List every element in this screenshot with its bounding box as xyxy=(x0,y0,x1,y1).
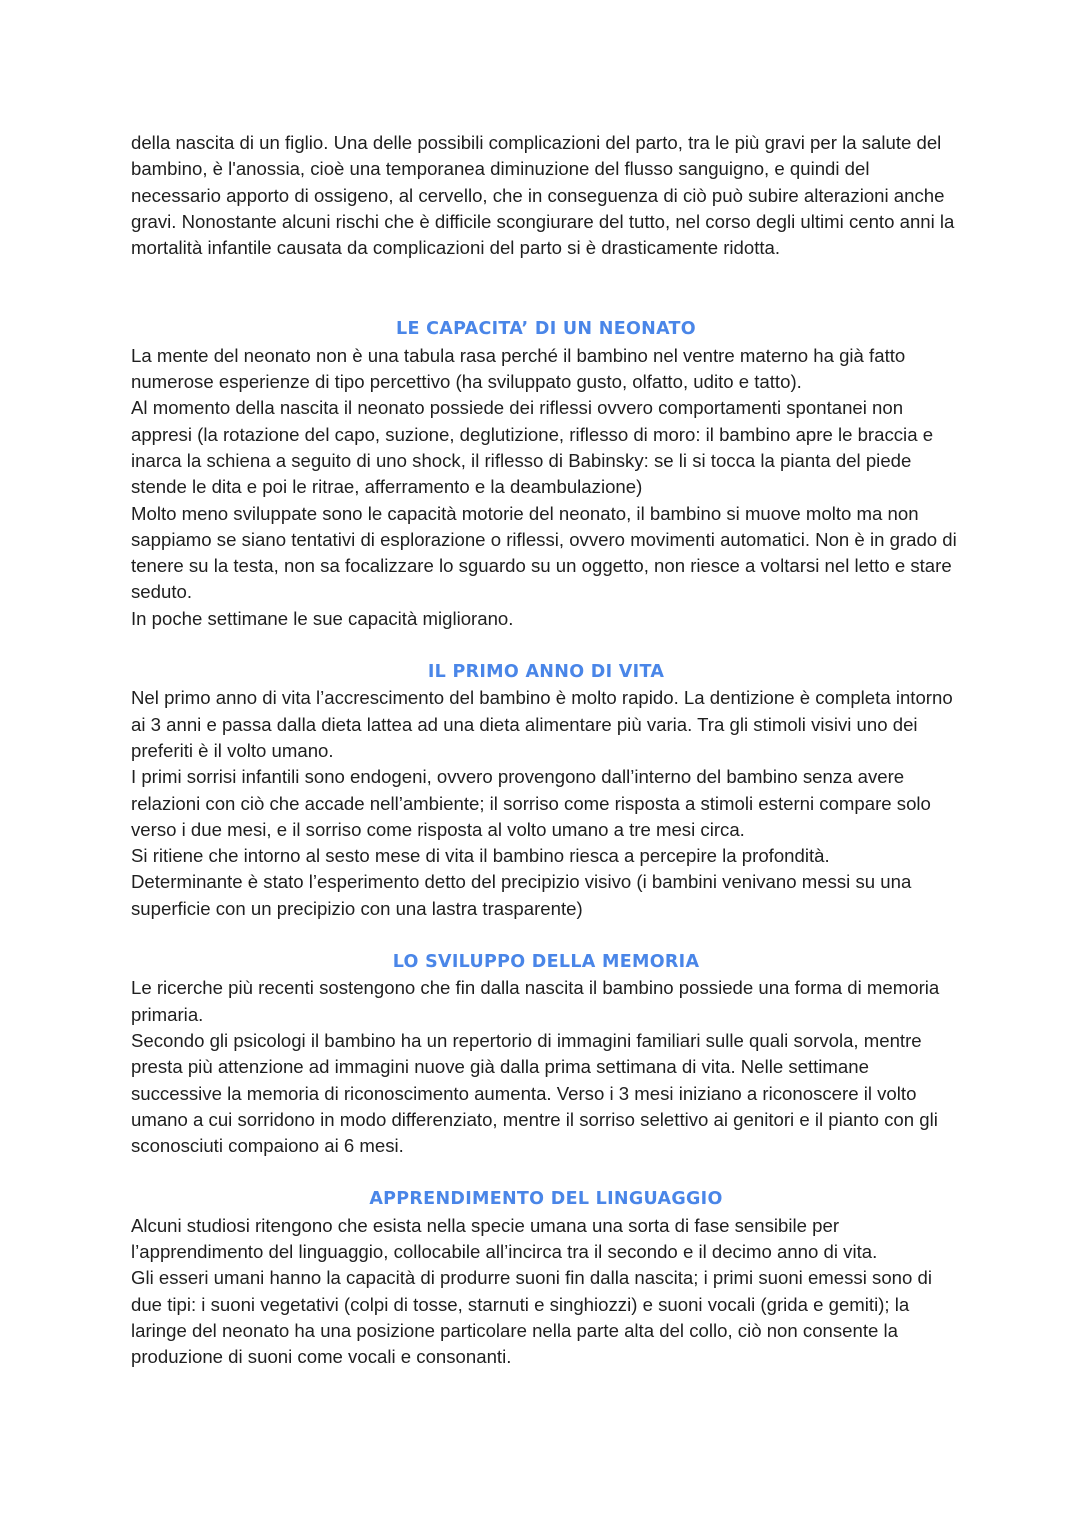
paragraph: Molto meno sviluppate sono le capacità motorie del neonato, il bambino si muove molto ma non sappiamo se siano tentativi di esplorazione o riflessi, ovvero movimenti automatici. Non è in grado di tenere su la testa, non sa focalizzare lo sguardo su un oggetto, non riesce a voltarsi nel letto e stare seduto. xyxy=(131,502,957,603)
paragraph: Al momento della nascita il neonato possiede dei riflessi ovvero comportamenti spontanei non appresi (la rotazione del capo, suzione, deglutizione, riflesso di moro: il bambino apre le braccia e inarca la schiena a seguito di uno shock, il riflesso di Babinsky: se li si tocca la pianta del piede stende le dita e poi le ritrae, afferramento e la deambulazione) xyxy=(131,397,934,498)
paragraph: La mente del neonato non è una tabula rasa perché il bambino nel ventre materno ha già fatto numerose esperienze di tipo percettivo (ha sviluppato gusto, olfatto, udito e tatto). xyxy=(131,344,906,393)
section-capacita-neonato xyxy=(131,316,961,632)
paragraph: Secondo gli psicologi il bambino ha un repertorio di immagini familiari sulle quali sorvola, mentre presta più attenzione ad immagini nuove già dalla prima settimana di vita. Nelle settimane successive la memoria di riconoscimento aumenta. Verso i 3 mesi iniziano a riconoscere il volto umano a cui sorridono in modo differenziato, mentre il sorriso selettivo ai genitori e il pianto con gli sconosciuti compaiono ai 6 mesi. xyxy=(131,1029,938,1157)
paragraph: Gli esseri umani hanno la capacità di produrre suoni fin dalla nascita; i primi suoni emessi sono di due tipi: i suoni vegetativi (colpi di tosse, starnuti e singhiozzi) e suoni vocali (grida e gemiti); la laringe del neonato ha una posizione particolare nella parte alta del collo, ciò non consente la produzione di suoni come vocali e consonanti. xyxy=(131,1267,932,1368)
paragraph: In poche settimane le sue capacità migliorano. xyxy=(131,607,514,629)
paragraph: I primi sorrisi infantili sono endogeni, ovvero provengono dall’interno del bambino senza avere relazioni con ciò che accade nell’ambiente; il sorriso come risposta a stimoli esterni compare solo verso i due mesi, e il sorriso come risposta al volto umano a tre mesi circa. xyxy=(131,766,931,840)
spacer xyxy=(131,1159,961,1186)
spacer xyxy=(131,261,961,316)
section-linguaggio xyxy=(131,1186,961,1370)
paragraph: Si ritiene che intorno al sesto mese di vita il bambino riesca a percepire la profondità. xyxy=(131,845,830,867)
section-heading: APPRENDIMENTO DEL LINGUAGGIO xyxy=(369,1189,723,1210)
section-heading: LO SVILUPPO DELLA MEMORIA xyxy=(392,952,700,973)
section-heading: LE CAPACITA’ DI UN NEONATO xyxy=(396,319,696,340)
document-page xyxy=(131,130,961,1370)
paragraph: Determinante è stato l’esperimento detto del precipizio visivo (i bambini venivano messi su una superficie con un precipizio con una lastra trasparente) xyxy=(131,871,912,919)
section-heading: IL PRIMO ANNO DI VITA xyxy=(427,662,665,683)
paragraph: Nel primo anno di vita l’accrescimento del bambino è molto rapido. La dentizione è completa intorno ai 3 anni e passa dalla dieta lattea ad una dieta alimentare più varia. Tra gli stimoli visivi uno dei preferiti è il volto umano. xyxy=(131,687,953,761)
section-memoria xyxy=(131,949,961,1159)
spacer xyxy=(131,922,961,949)
spacer xyxy=(131,632,961,659)
paragraph: Le ricerche più recenti sostengono che fin dalla nascita il bambino possiede una forma di memoria primaria. xyxy=(131,977,940,1025)
section-primo-anno xyxy=(131,659,961,922)
intro-paragraph: della nascita di un figlio. Una delle possibili complicazioni del parto, tra le più gravi per la salute del bambino, è l'anossia, cioè una temporanea diminuzione del flusso sanguigno, e quindi del necessario apporto di ossigeno, al cervello, che in conseguenza di ciò può subire alterazioni anche gravi. Nonostante alcuni rischi che è difficile scongiurare del tutto, nel corso degli ultimi cento anni la mortalità infantile causata da complicazioni del parto si è drasticamente ridotta. xyxy=(131,132,955,259)
paragraph: Alcuni studiosi ritengono che esista nella specie umana una sorta di fase sensibile per l’apprendimento del linguaggio, collocabile all’incirca tra il secondo e il decimo anno di vita. xyxy=(131,1214,878,1262)
